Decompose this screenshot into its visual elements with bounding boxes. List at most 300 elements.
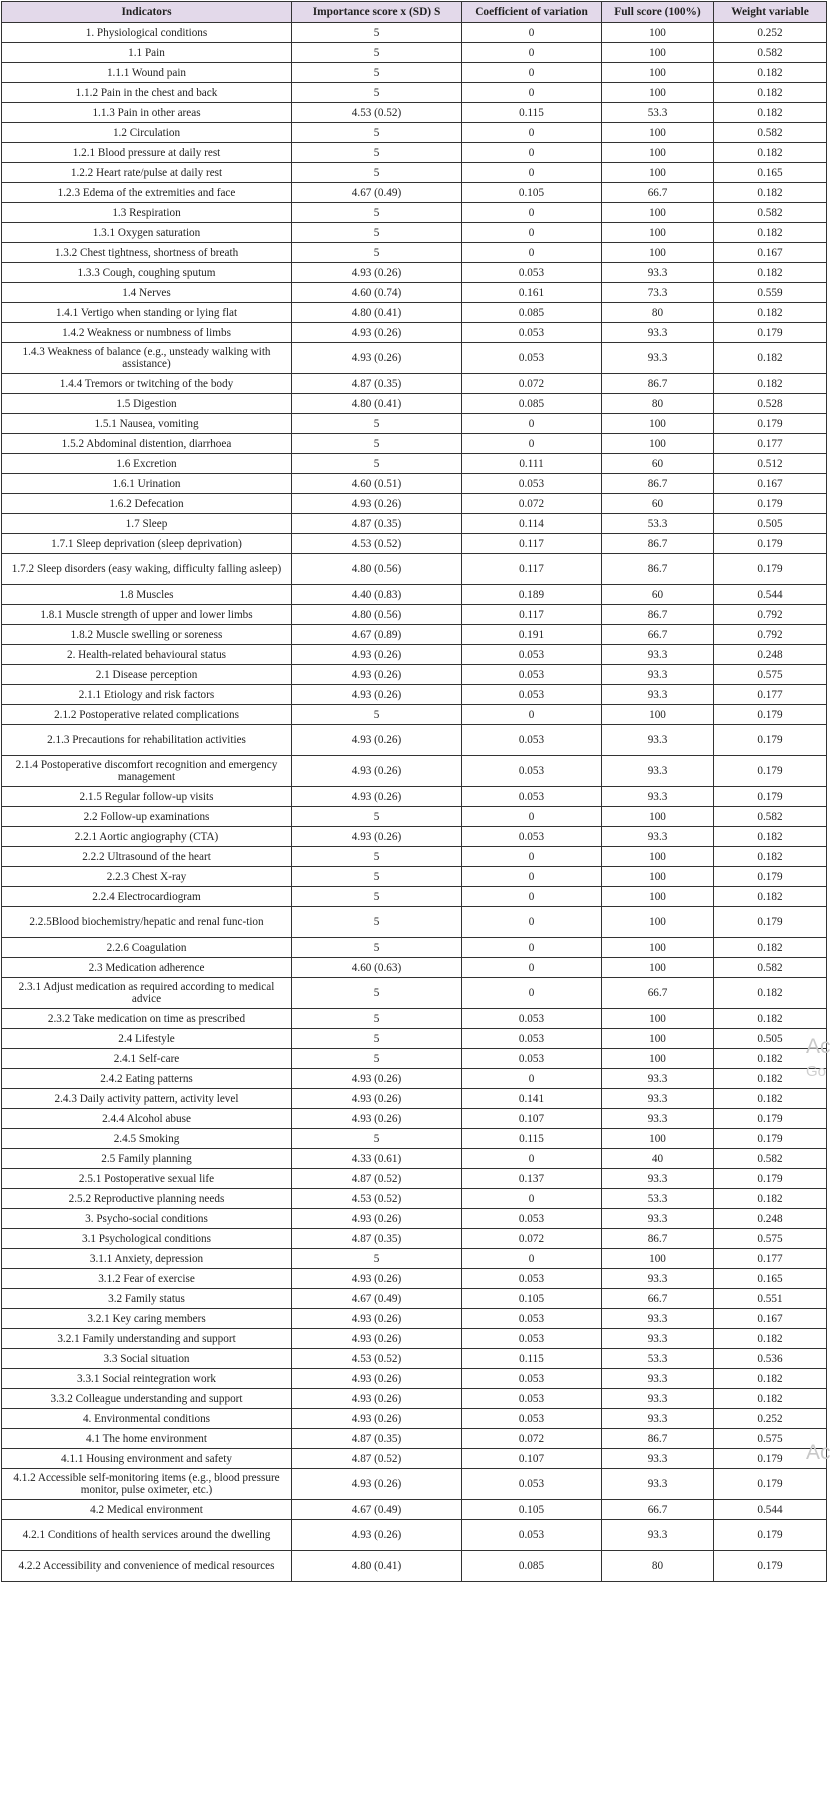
indicator-cell: 2.4.1 Self-care (2, 1049, 292, 1069)
table-row (2, 827, 827, 847)
table-row (2, 665, 827, 685)
indicator-cell: 1.4.1 Vertigo when standing or lying flat (2, 303, 292, 323)
indicator-cell: 2.5.2 Reproductive planning needs (2, 1189, 292, 1209)
importance-score-cell: 4.87 (0.35) (292, 1429, 462, 1449)
table-row (2, 705, 827, 725)
weight-cell: 0.505 (714, 1029, 827, 1049)
indicator-cell: 4.2 Medical environment (2, 1500, 292, 1520)
importance-score-cell: 4.53 (0.52) (292, 103, 462, 123)
indicator-cell: 2.5 Family planning (2, 1149, 292, 1169)
header-coefficient-of-variation: Coefficient of variation (462, 2, 602, 23)
weight-cell: 0.182 (714, 103, 827, 123)
weight-cell: 0.179 (714, 787, 827, 807)
watermark-goto-text: Go (806, 1063, 827, 1080)
indicator-cell: 2.2.6 Coagulation (2, 938, 292, 958)
table-row (2, 1289, 827, 1309)
table-row (2, 1309, 827, 1329)
indicator-cell: 3.1.2 Fear of exercise (2, 1269, 292, 1289)
full-score-cell: 86.7 (602, 554, 714, 585)
table-row (2, 1129, 827, 1149)
importance-score-cell: 4.60 (0.51) (292, 474, 462, 494)
table-row (2, 103, 827, 123)
weight-cell: 0.182 (714, 1069, 827, 1089)
full-score-cell: 93.3 (602, 1469, 714, 1500)
weight-cell: 0.182 (714, 143, 827, 163)
coefficient-cell: 0.107 (462, 1449, 602, 1469)
weight-cell: 0.551 (714, 1289, 827, 1309)
coefficient-cell: 0.053 (462, 323, 602, 343)
coefficient-cell: 0.111 (462, 454, 602, 474)
importance-score-cell: 5 (292, 1049, 462, 1069)
table-row (2, 1449, 827, 1469)
full-score-cell: 73.3 (602, 283, 714, 303)
coefficient-cell: 0.114 (462, 514, 602, 534)
coefficient-cell: 0.117 (462, 534, 602, 554)
table-row (2, 1369, 827, 1389)
importance-score-cell: 4.80 (0.41) (292, 394, 462, 414)
full-score-cell: 93.3 (602, 725, 714, 756)
indicator-cell: 1.5.1 Nausea, vomiting (2, 414, 292, 434)
table-row (2, 83, 827, 103)
full-score-cell: 80 (602, 1551, 714, 1582)
importance-score-cell: 4.93 (0.26) (292, 323, 462, 343)
coefficient-cell: 0 (462, 847, 602, 867)
full-score-cell: 93.3 (602, 787, 714, 807)
full-score-cell: 93.3 (602, 685, 714, 705)
indicator-cell: 3. Psycho-social conditions (2, 1209, 292, 1229)
indicator-cell: 1.6 Excretion (2, 454, 292, 474)
importance-score-cell: 5 (292, 163, 462, 183)
full-score-cell: 100 (602, 1249, 714, 1269)
weight-cell: 0.167 (714, 474, 827, 494)
full-score-cell: 86.7 (602, 374, 714, 394)
importance-score-cell: 5 (292, 978, 462, 1009)
coefficient-cell: 0.085 (462, 303, 602, 323)
header-indicators: Indicators (2, 2, 292, 23)
coefficient-cell: 0.053 (462, 1309, 602, 1329)
full-score-cell: 100 (602, 887, 714, 907)
full-score-cell: 93.3 (602, 1209, 714, 1229)
full-score-cell: 100 (602, 1009, 714, 1029)
indicator-cell: 2.1.3 Precautions for rehabilitation activities (2, 725, 292, 756)
weight-cell: 0.182 (714, 374, 827, 394)
coefficient-cell: 0.053 (462, 1209, 602, 1229)
table-row (2, 243, 827, 263)
importance-score-cell: 4.93 (0.26) (292, 1409, 462, 1429)
importance-score-cell: 4.53 (0.52) (292, 1349, 462, 1369)
importance-score-cell: 4.93 (0.26) (292, 1209, 462, 1229)
table-row (2, 1551, 827, 1582)
importance-score-cell: 4.93 (0.26) (292, 263, 462, 283)
weight-cell: 0.182 (714, 263, 827, 283)
indicator-cell: 1.3.1 Oxygen saturation (2, 223, 292, 243)
importance-score-cell: 4.93 (0.26) (292, 1109, 462, 1129)
indicator-cell: 2.5.1 Postoperative sexual life (2, 1169, 292, 1189)
coefficient-cell: 0 (462, 163, 602, 183)
full-score-cell: 60 (602, 494, 714, 514)
table-row (2, 938, 827, 958)
full-score-cell: 80 (602, 394, 714, 414)
table-row (2, 1269, 827, 1289)
weight-cell: 0.792 (714, 625, 827, 645)
coefficient-cell: 0.115 (462, 103, 602, 123)
weight-cell: 0.544 (714, 1500, 827, 1520)
importance-score-cell: 4.93 (0.26) (292, 1389, 462, 1409)
coefficient-cell: 0 (462, 43, 602, 63)
indicator-cell: 2.4.3 Daily activity pattern, activity level (2, 1089, 292, 1109)
importance-score-cell: 5 (292, 143, 462, 163)
indicator-cell: 3.2.1 Family understanding and support (2, 1329, 292, 1349)
table-row (2, 323, 827, 343)
full-score-cell: 100 (602, 938, 714, 958)
coefficient-cell: 0.115 (462, 1129, 602, 1149)
importance-score-cell: 5 (292, 454, 462, 474)
table-row (2, 1249, 827, 1269)
table-row (2, 1009, 827, 1029)
indicator-cell: 3.3 Social situation (2, 1349, 292, 1369)
coefficient-cell: 0.141 (462, 1089, 602, 1109)
coefficient-cell: 0 (462, 907, 602, 938)
weight-cell: 0.182 (714, 63, 827, 83)
importance-score-cell: 5 (292, 807, 462, 827)
indicator-cell: 1.4 Nerves (2, 283, 292, 303)
coefficient-cell: 0.053 (462, 685, 602, 705)
full-score-cell: 100 (602, 1129, 714, 1149)
table-row (2, 63, 827, 83)
table-row (2, 1229, 827, 1249)
full-score-cell: 100 (602, 1049, 714, 1069)
table-row (2, 685, 827, 705)
indicator-cell: 2.1.1 Etiology and risk factors (2, 685, 292, 705)
weight-cell: 0.582 (714, 123, 827, 143)
weight-cell: 0.182 (714, 847, 827, 867)
weight-cell: 0.179 (714, 554, 827, 585)
full-score-cell: 100 (602, 143, 714, 163)
indicator-cell: 4.1.1 Housing environment and safety (2, 1449, 292, 1469)
indicator-cell: 2.4 Lifestyle (2, 1029, 292, 1049)
importance-score-cell: 4.67 (0.49) (292, 183, 462, 203)
table-row (2, 374, 827, 394)
full-score-cell: 93.3 (602, 756, 714, 787)
coefficient-cell: 0.117 (462, 605, 602, 625)
indicator-cell: 1.7.2 Sleep disorders (easy waking, difficulty falling asleep) (2, 554, 292, 585)
indicator-cell: 4.1.2 Accessible self-monitoring items (e.g., blood pressure monitor, pulse oximeter, etc.) (2, 1469, 292, 1500)
full-score-cell: 60 (602, 454, 714, 474)
weight-cell: 0.179 (714, 867, 827, 887)
weight-cell: 0.179 (714, 1169, 827, 1189)
full-score-cell: 93.3 (602, 343, 714, 374)
indicator-cell: 2.1.5 Regular follow-up visits (2, 787, 292, 807)
coefficient-cell: 0 (462, 1069, 602, 1089)
importance-score-cell: 4.80 (0.41) (292, 1551, 462, 1582)
table-row (2, 1029, 827, 1049)
indicator-cell: 2.3.1 Adjust medication as required according to medical advice (2, 978, 292, 1009)
table-row (2, 303, 827, 323)
table-row (2, 867, 827, 887)
importance-score-cell: 4.87 (0.52) (292, 1449, 462, 1469)
coefficient-cell: 0.053 (462, 756, 602, 787)
weight-cell: 0.167 (714, 1309, 827, 1329)
weight-cell: 0.179 (714, 1520, 827, 1551)
coefficient-cell: 0.161 (462, 283, 602, 303)
coefficient-cell: 0.053 (462, 1520, 602, 1551)
coefficient-cell: 0.085 (462, 1551, 602, 1582)
table-row (2, 1209, 827, 1229)
importance-score-cell: 4.80 (0.56) (292, 554, 462, 585)
weight-cell: 0.248 (714, 645, 827, 665)
weight-cell: 0.179 (714, 705, 827, 725)
weight-cell: 0.575 (714, 665, 827, 685)
importance-score-cell: 4.67 (0.49) (292, 1500, 462, 1520)
indicator-cell: 4. Environmental conditions (2, 1409, 292, 1429)
importance-score-cell: 4.67 (0.89) (292, 625, 462, 645)
weight-cell: 0.182 (714, 183, 827, 203)
coefficient-cell: 0.053 (462, 665, 602, 685)
full-score-cell: 100 (602, 63, 714, 83)
indicator-cell: 2.3 Medication adherence (2, 958, 292, 978)
coefficient-cell: 0.137 (462, 1169, 602, 1189)
weight-cell: 0.792 (714, 605, 827, 625)
full-score-cell: 53.3 (602, 1349, 714, 1369)
indicator-cell: 1.1.1 Wound pain (2, 63, 292, 83)
indicator-cell: 1.8.1 Muscle strength of upper and lower limbs (2, 605, 292, 625)
full-score-cell: 93.3 (602, 665, 714, 685)
table-row (2, 494, 827, 514)
weight-cell: 0.182 (714, 978, 827, 1009)
full-score-cell: 100 (602, 807, 714, 827)
full-score-cell: 100 (602, 203, 714, 223)
full-score-cell: 93.3 (602, 1409, 714, 1429)
weight-cell: 0.182 (714, 303, 827, 323)
full-score-cell: 86.7 (602, 1229, 714, 1249)
table-row (2, 978, 827, 1009)
full-score-cell: 93.3 (602, 1069, 714, 1089)
indicator-cell: 2.2.4 Electrocardiogram (2, 887, 292, 907)
importance-score-cell: 4.93 (0.26) (292, 1089, 462, 1109)
table-row (2, 807, 827, 827)
table-row (2, 223, 827, 243)
table-header-row (2, 2, 827, 23)
table-row (2, 1520, 827, 1551)
importance-score-cell: 5 (292, 705, 462, 725)
table-row (2, 1069, 827, 1089)
weight-cell: 0.179 (714, 1469, 827, 1500)
coefficient-cell: 0.053 (462, 645, 602, 665)
coefficient-cell: 0.053 (462, 1469, 602, 1500)
full-score-cell: 40 (602, 1149, 714, 1169)
full-score-cell: 100 (602, 83, 714, 103)
indicator-cell: 1.5.2 Abdominal distention, diarrhoea (2, 434, 292, 454)
indicator-cell: 1.3.2 Chest tightness, shortness of breath (2, 243, 292, 263)
coefficient-cell: 0.053 (462, 1009, 602, 1029)
full-score-cell: 93.3 (602, 1369, 714, 1389)
coefficient-cell: 0 (462, 867, 602, 887)
indicator-cell: 3.1 Psychological conditions (2, 1229, 292, 1249)
indicator-cell: 1.2.3 Edema of the extremities and face (2, 183, 292, 203)
coefficient-cell: 0.191 (462, 625, 602, 645)
weight-cell: 0.182 (714, 938, 827, 958)
weight-cell: 0.179 (714, 1109, 827, 1129)
coefficient-cell: 0 (462, 978, 602, 1009)
indicator-cell: 1.2.2 Heart rate/pulse at daily rest (2, 163, 292, 183)
coefficient-cell: 0.053 (462, 787, 602, 807)
table-row (2, 1089, 827, 1109)
coefficient-cell: 0.053 (462, 1269, 602, 1289)
importance-score-cell: 4.93 (0.26) (292, 1069, 462, 1089)
weight-cell: 0.582 (714, 43, 827, 63)
importance-score-cell: 4.87 (0.35) (292, 374, 462, 394)
indicator-cell: 1.3.3 Cough, coughing sputum (2, 263, 292, 283)
coefficient-cell: 0 (462, 938, 602, 958)
indicator-cell: 3.3.2 Colleague understanding and support (2, 1389, 292, 1409)
weight-cell: 0.544 (714, 585, 827, 605)
coefficient-cell: 0 (462, 1149, 602, 1169)
indicator-cell: 2. Health-related behavioural status (2, 645, 292, 665)
full-score-cell: 93.3 (602, 323, 714, 343)
table-row (2, 645, 827, 665)
importance-score-cell: 4.93 (0.26) (292, 343, 462, 374)
importance-score-cell: 5 (292, 83, 462, 103)
coefficient-cell: 0.053 (462, 827, 602, 847)
importance-score-cell: 5 (292, 887, 462, 907)
indicator-cell: 1.6.2 Defecation (2, 494, 292, 514)
full-score-cell: 93.3 (602, 263, 714, 283)
indicator-cell: 1.7.1 Sleep deprivation (sleep deprivation) (2, 534, 292, 554)
indicator-cell: 1.4.4 Tremors or twitching of the body (2, 374, 292, 394)
indicator-cell: 1.8.2 Muscle swelling or soreness (2, 625, 292, 645)
weight-cell: 0.179 (714, 1551, 827, 1582)
coefficient-cell: 0.053 (462, 263, 602, 283)
full-score-cell: 93.3 (602, 645, 714, 665)
weight-cell: 0.252 (714, 1409, 827, 1429)
indicator-cell: 2.1 Disease perception (2, 665, 292, 685)
table-row (2, 1329, 827, 1349)
weight-cell: 0.182 (714, 343, 827, 374)
importance-score-cell: 4.93 (0.26) (292, 1520, 462, 1551)
importance-score-cell: 5 (292, 1129, 462, 1149)
full-score-cell: 53.3 (602, 103, 714, 123)
weight-cell: 0.179 (714, 907, 827, 938)
full-score-cell: 53.3 (602, 514, 714, 534)
importance-score-cell: 4.93 (0.26) (292, 1469, 462, 1500)
full-score-cell: 100 (602, 867, 714, 887)
weight-cell: 0.179 (714, 534, 827, 554)
importance-score-cell: 5 (292, 243, 462, 263)
table-row (2, 23, 827, 43)
importance-score-cell: 4.80 (0.56) (292, 605, 462, 625)
indicator-cell: 3.2.1 Key caring members (2, 1309, 292, 1329)
importance-score-cell: 5 (292, 123, 462, 143)
importance-score-cell: 4.93 (0.26) (292, 725, 462, 756)
table-row (2, 143, 827, 163)
indicator-cell: 1.1.3 Pain in other areas (2, 103, 292, 123)
indicator-cell: 1.8 Muscles (2, 585, 292, 605)
importance-score-cell: 4.93 (0.26) (292, 645, 462, 665)
full-score-cell: 93.3 (602, 1329, 714, 1349)
indicator-cell: 2.1.2 Postoperative related complications (2, 705, 292, 725)
full-score-cell: 60 (602, 585, 714, 605)
full-score-cell: 66.7 (602, 183, 714, 203)
weight-cell: 0.165 (714, 163, 827, 183)
table-row (2, 756, 827, 787)
weight-cell: 0.179 (714, 725, 827, 756)
importance-score-cell: 5 (292, 223, 462, 243)
importance-score-cell: 5 (292, 23, 462, 43)
table-body (2, 23, 827, 1582)
importance-score-cell: 5 (292, 414, 462, 434)
table-row (2, 203, 827, 223)
coefficient-cell: 0.105 (462, 183, 602, 203)
importance-score-cell: 5 (292, 1249, 462, 1269)
weight-cell: 0.179 (714, 1129, 827, 1149)
weight-cell: 0.575 (714, 1429, 827, 1449)
weight-cell: 0.182 (714, 1089, 827, 1109)
table-row (2, 958, 827, 978)
indicator-cell: 2.3.2 Take medication on time as prescribed (2, 1009, 292, 1029)
indicator-cell: 1.4.3 Weakness of balance (e.g., unsteady walking with assistance) (2, 343, 292, 374)
table-row (2, 1500, 827, 1520)
importance-score-cell: 4.87 (0.35) (292, 1229, 462, 1249)
indicator-cell: 1. Physiological conditions (2, 23, 292, 43)
indicator-cell: 1.4.2 Weakness or numbness of limbs (2, 323, 292, 343)
indicator-cell: 3.3.1 Social reintegration work (2, 1369, 292, 1389)
table-row (2, 787, 827, 807)
header-full-score: Full score (100%) (602, 2, 714, 23)
importance-score-cell: 5 (292, 63, 462, 83)
weight-cell: 0.582 (714, 1149, 827, 1169)
importance-score-cell: 5 (292, 938, 462, 958)
table-row (2, 1389, 827, 1409)
table-row (2, 123, 827, 143)
importance-score-cell: 5 (292, 1029, 462, 1049)
full-score-cell: 93.3 (602, 827, 714, 847)
coefficient-cell: 0 (462, 434, 602, 454)
coefficient-cell: 0 (462, 223, 602, 243)
coefficient-cell: 0.117 (462, 554, 602, 585)
weight-cell: 0.182 (714, 223, 827, 243)
indicator-cell: 1.5 Digestion (2, 394, 292, 414)
watermark-activate-text-2: Ac (806, 1441, 831, 1464)
full-score-cell: 100 (602, 847, 714, 867)
table-row (2, 1149, 827, 1169)
importance-score-cell: 4.93 (0.26) (292, 1309, 462, 1329)
table-row (2, 343, 827, 374)
importance-score-cell: 4.67 (0.49) (292, 1289, 462, 1309)
table-row (2, 163, 827, 183)
coefficient-cell: 0 (462, 83, 602, 103)
coefficient-cell: 0 (462, 63, 602, 83)
weight-cell: 0.182 (714, 83, 827, 103)
indicator-cell: 2.4.4 Alcohol abuse (2, 1109, 292, 1129)
coefficient-cell: 0.072 (462, 1429, 602, 1449)
full-score-cell: 86.7 (602, 605, 714, 625)
full-score-cell: 100 (602, 123, 714, 143)
table-row (2, 725, 827, 756)
table-row (2, 534, 827, 554)
importance-score-cell: 4.93 (0.26) (292, 787, 462, 807)
weight-cell: 0.582 (714, 958, 827, 978)
importance-score-cell: 5 (292, 43, 462, 63)
coefficient-cell: 0.085 (462, 394, 602, 414)
full-score-cell: 100 (602, 958, 714, 978)
weight-cell: 0.179 (714, 756, 827, 787)
importance-score-cell: 4.87 (0.35) (292, 514, 462, 534)
full-score-cell: 80 (602, 303, 714, 323)
full-score-cell: 66.7 (602, 625, 714, 645)
full-score-cell: 100 (602, 434, 714, 454)
indicator-cell: 3.2 Family status (2, 1289, 292, 1309)
indicator-cell: 2.4.2 Eating patterns (2, 1069, 292, 1089)
